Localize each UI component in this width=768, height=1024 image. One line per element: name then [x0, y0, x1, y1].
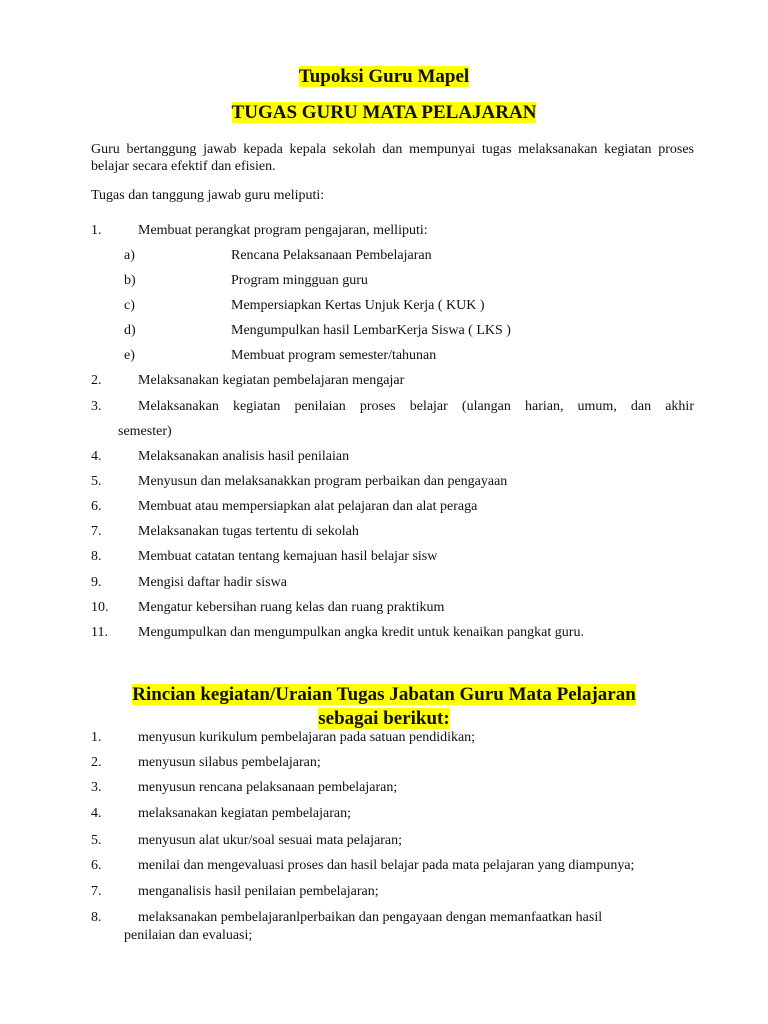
sub-list-text: Mempersiapkan Kertas Unjuk Kerja ( KUK ) [231, 298, 485, 313]
list-number: 7. [91, 524, 102, 539]
list-text: Membuat perangkat program pengajaran, melliputi: [138, 223, 428, 238]
section-heading-line1: Rincian kegiatan/Uraian Tugas Jabatan Guru Mata Pelajaran [132, 684, 636, 705]
list-number: 6. [91, 499, 102, 514]
list-number: 6. [91, 858, 102, 873]
list-number: 4. [91, 449, 102, 464]
sub-list-text: Mengumpulkan hasil LembarKerja Siswa ( LKS ) [231, 323, 511, 338]
list-text: menyusun alat ukur/soal sesuai mata pelajaran; [138, 833, 402, 848]
list-number: 7. [91, 884, 102, 899]
list-text: melaksanakan kegiatan pembelajaran; [138, 806, 352, 821]
list-number: 8. [91, 910, 102, 925]
list-text: melaksanakan pembelajaranlperbaikan dan pengayaan dengan memanfaatkan hasil [138, 910, 603, 925]
list-text: Mengumpulkan dan mengumpulkan angka kredit untuk kenaikan pangkat guru. [138, 625, 584, 640]
list-text: menyusun silabus pembelajaran; [138, 755, 321, 770]
document-subtitle-text: TUGAS GURU MATA PELAJARAN [231, 102, 537, 123]
sub-list-letter: c) [124, 298, 135, 313]
list-text: menyusun rencana pelaksanaan pembelajaran; [138, 780, 398, 795]
list-text: Membuat atau mempersiapkan alat pelajaran dan alat peraga [138, 499, 478, 514]
list-text-continuation: semester) [118, 424, 172, 439]
list-number: 4. [91, 806, 102, 821]
sub-list-letter: a) [124, 248, 135, 263]
list-number: 5. [91, 474, 102, 489]
sub-list-text: Rencana Pelaksanaan Pembelajaran [231, 248, 432, 263]
lead-paragraph: Tugas dan tanggung jawab guru meliputi: [91, 188, 325, 203]
list-text: Membuat catatan tentang kemajuan hasil belajar sisw [138, 549, 438, 564]
sub-list-text: Program mingguan guru [231, 273, 368, 288]
sub-list-letter: e) [124, 348, 135, 363]
list-number: 2. [91, 755, 102, 770]
list-number: 3. [91, 780, 102, 795]
section-heading [0, 683, 768, 731]
list-text: Menyusun dan melaksanakkan program perbaikan dan pengayaan [138, 474, 508, 489]
list-number: 8. [91, 549, 102, 564]
document-subtitle [0, 102, 768, 124]
list-text: menganalisis hasil penilaian pembelajaran; [138, 884, 379, 899]
list-number: 9. [91, 575, 102, 590]
list-text: Melaksanakan tugas tertentu di sekolah [138, 524, 359, 539]
list-text: Melaksanakan analisis hasil penilaian [138, 449, 350, 464]
list-number: 2. [91, 373, 102, 388]
list-number: 10. [91, 600, 109, 615]
document-title-text: Tupoksi Guru Mapel [298, 66, 470, 87]
list-text: Mengatur kebersihan ruang kelas dan ruang praktikum [138, 600, 445, 615]
list-text: menyusun kurikulum pembelajaran pada satuan pendidikan; [138, 730, 476, 745]
list-text: Melaksanakan kegiatan penilaian proses belajar (ulangan harian, umum, dan akhir [138, 399, 694, 414]
sub-list-letter: b) [124, 273, 136, 288]
list-number: 1. [91, 730, 102, 745]
list-number: 11. [91, 625, 108, 640]
list-number: 3. [91, 399, 102, 414]
sub-list-letter: d) [124, 323, 136, 338]
intro-paragraph: Guru bertanggung jawab kepada kepala sekolah dan mempunyai tugas melaksanakan kegiatan proses belajar secara efektif dan efisien. [91, 142, 694, 174]
list-text-continuation: penilaian dan evaluasi; [124, 928, 253, 943]
list-number: 5. [91, 833, 102, 848]
list-number: 1. [91, 223, 102, 238]
document-title [0, 66, 768, 88]
sub-list-text: Membuat program semester/tahunan [231, 348, 437, 363]
list-text: Melaksanakan kegiatan pembelajaran mengajar [138, 373, 405, 388]
list-text: menilai dan mengevaluasi proses dan hasil belajar pada mata pelajaran yang diampunya; [138, 858, 635, 873]
section-heading-line2: sebagai berikut: [318, 708, 450, 729]
list-text: Mengisi daftar hadir siswa [138, 575, 287, 590]
